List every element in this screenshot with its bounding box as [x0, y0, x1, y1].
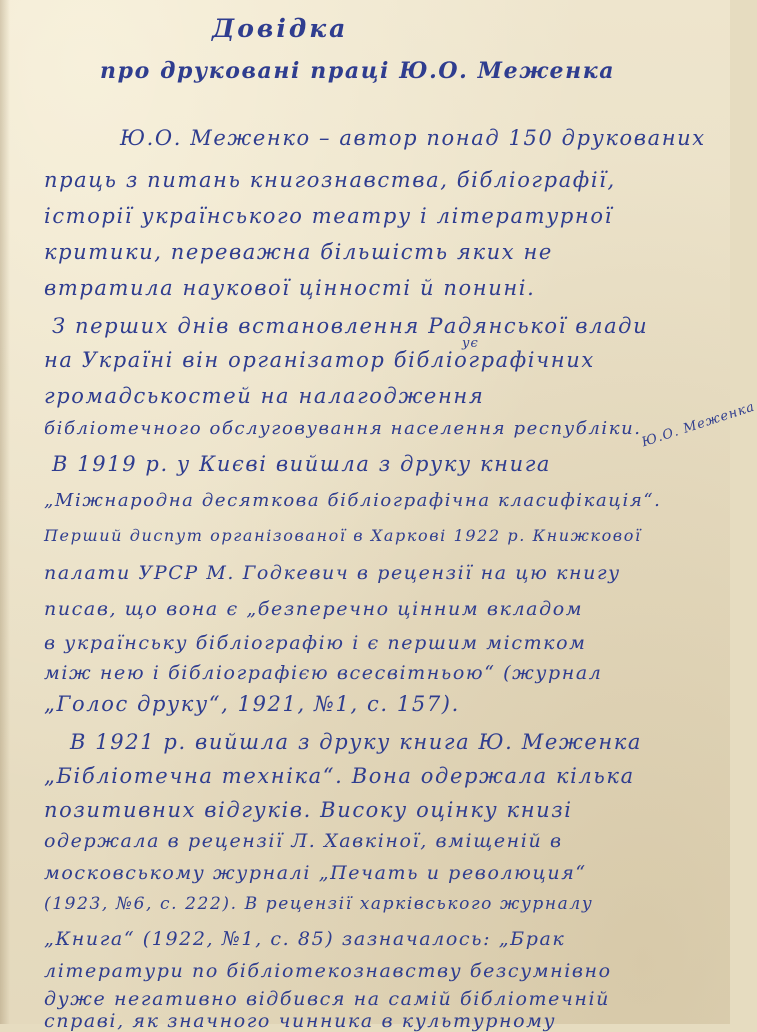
text-line: праць з питань книгознавства, бібліографії,	[44, 168, 616, 192]
inserted-word: ує	[462, 336, 479, 351]
text-line: З перших днів встановлення Радянської влади	[52, 314, 649, 338]
text-line: Перший диспут організованої в Харкові 1922 р. Книжкової	[44, 526, 642, 545]
text-line: палати УРСР М. Годкевич в рецензії на цю книгу	[44, 562, 621, 584]
text-line: позитивних відгуків. Високу оцінку книзі	[44, 798, 573, 822]
text-line: громадськостей на налагодження	[44, 384, 485, 408]
text-line: в українську бібліографію і є першим містком	[44, 632, 587, 654]
text-line: одержала в рецензії Л. Хавкіної, вміщеній в	[44, 830, 563, 852]
text-line: „Міжнародна десяткова бібліографічна класифікація“.	[44, 490, 662, 511]
inserted-phrase: Ю.О. Меженка	[640, 399, 757, 451]
text-line: московському журналі „Печать и революция“	[44, 862, 587, 884]
text-line: Ю.О. Меженко – автор понад 150 друкованих	[120, 126, 706, 150]
paper-fold-shadow	[0, 0, 10, 1024]
text-line: критики, переважна більшість яких не	[44, 240, 553, 264]
document-title: Довідка	[212, 14, 349, 43]
text-line: писав, що вона є „безперечно цінним вкладом	[44, 598, 584, 620]
text-line: „Бібліотечна техніка“. Вона одержала кілька	[44, 764, 635, 788]
text-line: історії українського театру і літературної	[44, 204, 613, 228]
text-line: дуже негативно відбився на самій бібліотечній	[44, 988, 611, 1010]
text-line: справі, як значного чинника в культурному	[44, 1010, 557, 1032]
text-line: „Книга“ (1922, №1, с. 85) зазначалось: „Брак	[44, 928, 566, 950]
text-line: на Україні він організатор бібліографічних	[44, 348, 595, 372]
text-line: (1923, №6, с. 222). В рецензії харківського журналу	[44, 894, 594, 914]
text-line: між нею і бібліографією всесвітньою“ (журнал	[44, 662, 603, 684]
text-line: літератури по бібліотекознавству безсумнівно	[44, 960, 612, 982]
document-subtitle: про друковані праці Ю.О. Меженка	[100, 58, 616, 84]
text-line: В 1921 р. вийшла з друку книга Ю. Меженка	[70, 730, 643, 754]
text-line: В 1919 р. у Києві вийшла з друку книга	[52, 452, 552, 476]
text-line: бібліотечного обслуговування населення республіки.	[44, 418, 642, 439]
text-line: втратила наукової цінності й понині.	[44, 276, 536, 300]
text-line: „Голос друку“, 1921, №1, с. 157).	[44, 692, 460, 716]
